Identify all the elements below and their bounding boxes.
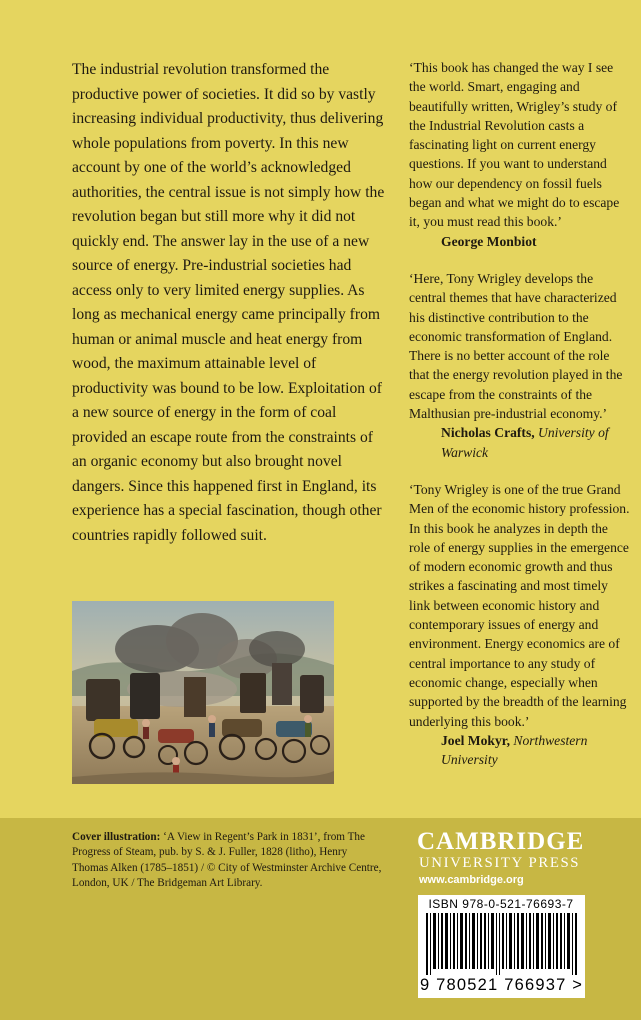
endorsement-mokyr (409, 480, 631, 769)
endorsement-crafts (409, 269, 631, 462)
isbn-label: ISBN 978-0-521-76693-7 (428, 897, 574, 911)
publisher-subtitle: UNIVERSITY PRESS (419, 855, 581, 871)
cover-painting (72, 601, 334, 784)
endorsement-author: Joel Mokyr, (441, 732, 510, 748)
endorsement-author: George Monbiot (441, 233, 537, 249)
endorsement-affiliation: University of Warwick (441, 425, 609, 460)
endorsement-text: ‘This book has changed the way I see the world. Smart, engaging and beautifully written, Wrigley’s study of the Industrial Revolution casts a fascinating light on current energy questions. If you want to understand how our dependency on fossil fuels began and what we might do to escape it, you must read this book.’ (409, 60, 620, 230)
endorsement-affiliation: Northwestern University (441, 732, 588, 768)
book-blurb: The industrial revolution transformed the productive power of societies. It did so by vastly increasing individual productivity, thus delivering whole populations from poverty. In this new account by one of the world’s acknowledged authorities, the central issue is not simply how the revolution began but still more why it did not quickly end. The answer lay in the use of a new source of energy. Pre-industrial societies had access only to very limited energy supplies. As long as mechanical energy came principally from human or animal muscle and heat energy from wood, the maximum attainable level of productivity was bound to be low. Exploitation of a new source of energy in the form of coal provided an escape route from the constraints of an organic economy but also brought novel dangers. Since this happened first in England, its experience has a special fascination, though other countries rapidly followed suit. (72, 61, 385, 544)
credit-label: Cover illustration: (72, 831, 161, 843)
publisher-logo (417, 829, 607, 889)
barcode-bars (424, 913, 579, 975)
endorsement-attribution (409, 423, 631, 462)
publisher-url: www.cambridge.org (419, 874, 524, 886)
endorsements-column (409, 58, 631, 787)
endorsement-monbiot (409, 58, 631, 251)
endorsement-text: ‘Here, Tony Wrigley develops the central themes that have characterized his distinctive contribution to the economic transformation of England. There is no better account of the role that the energy revolution played in the escape from the constraints of the Malthusian pre-industrial economy.’ (409, 270, 623, 422)
endorsement-text: ‘Tony Wrigley is one of the true Grand Men of the economic history profession. In this book he analyzes in depth the role of energy supplies in the emergence of modern economic growth and thus strikes a fascinating and most timely link between economic history and contemporary issues of energy and environment. Energy economics are of central importance to any study of economic change, especially when supported by the breadth of the learning underlying this book.’ (409, 481, 630, 729)
endorsement-attribution (409, 232, 631, 251)
credit-text: ‘A View in Regent’s Park in 1831’, from The Progress of Steam, pub. by S. & J. Fuller, 1828 (litho), Henry Thomas Alken (1785–1851) / © City of Westminster Archive Centre, London, UK / The Bridgeman Art Library. (72, 831, 382, 889)
cover-illustration-credit (72, 830, 382, 891)
barcode-digits: 9 780521 766937 > (420, 976, 584, 994)
endorsement-attribution (409, 731, 631, 770)
publisher-name: CAMBRIDGE (417, 828, 585, 855)
endorsement-author: Nicholas Crafts, (441, 425, 535, 441)
isbn-barcode (418, 895, 585, 998)
